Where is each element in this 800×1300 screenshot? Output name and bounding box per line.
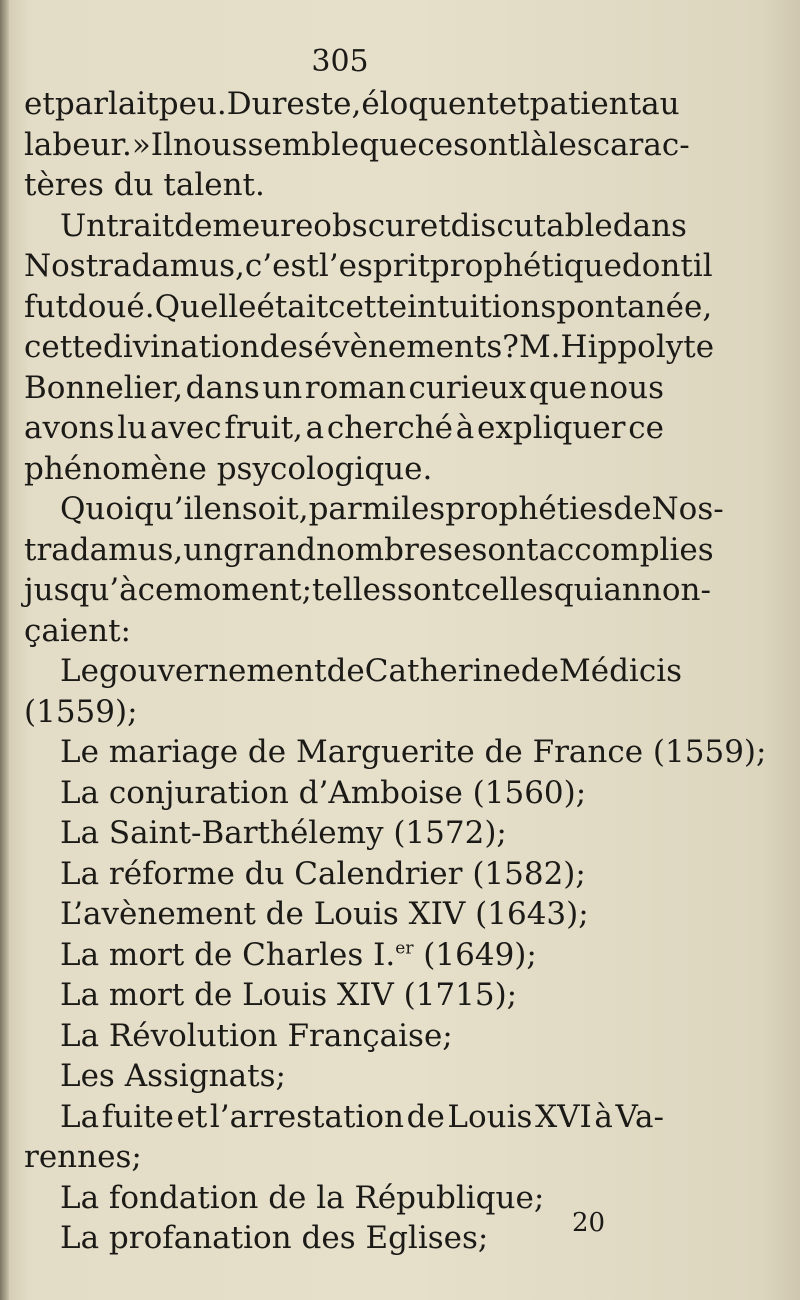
superscript: er bbox=[395, 938, 414, 959]
text-line: La Révolution Française; bbox=[60, 1017, 453, 1054]
text-line: Les Assignats; bbox=[60, 1058, 286, 1094]
text-line: çaient: bbox=[24, 612, 131, 649]
text-line: et parlait peu. Du reste, éloquent et patient au bbox=[24, 86, 680, 122]
page-number: 305 bbox=[311, 44, 369, 79]
text-line: Nostradamus, c’est l’esprit prophétique dont il bbox=[24, 248, 713, 284]
body-text bbox=[24, 84, 767, 1259]
text-line: phénomène psycologique. bbox=[24, 450, 433, 487]
text-line: La mort de Charles I.$^{er}$ (1649); bbox=[60, 936, 537, 973]
text-line: Le gouvernement de Catherine de Médicis bbox=[60, 653, 683, 689]
text-line: La fuite et l’arrestation de Louis XVI à Va- bbox=[60, 1098, 664, 1135]
text-line: cette divination des évènements? M. Hippolyte bbox=[24, 329, 715, 365]
text-line: jusqu’à ce moment; telles sont celles qui annon- bbox=[24, 572, 711, 608]
text-line: La Saint-Barthélemy (1572); bbox=[60, 815, 507, 851]
text-line: La fondation de la République; bbox=[60, 1179, 545, 1216]
text-line: labeur. » Il nous semble que ce sont là les carac- bbox=[24, 126, 690, 163]
text-line: La conjuration d’Amboise (1560); bbox=[60, 774, 587, 811]
text-line: tradamus, un grand nombre se sont accomplies bbox=[24, 531, 714, 568]
text-line: tères du talent. bbox=[24, 167, 265, 203]
page-spine-shadow bbox=[0, 0, 9, 1300]
text-line: L’avènement de Louis XIV (1643); bbox=[60, 896, 589, 932]
text-line: La mort de Louis XIV (1715); bbox=[60, 977, 518, 1013]
text-line: (1559); bbox=[24, 693, 138, 730]
text-line: rennes; bbox=[24, 1139, 142, 1175]
signature-mark: 20 bbox=[572, 1208, 606, 1238]
text-line: La profanation des Eglises; bbox=[60, 1220, 489, 1256]
text-line: La réforme du Calendrier (1582); bbox=[60, 855, 586, 892]
text-line: Le mariage de Marguerite de France (1559); bbox=[60, 734, 767, 770]
text-line: Quoiqu’il en soit, parmi les prophéties de Nos- bbox=[60, 491, 724, 527]
text-line: avons lu avec fruit, a cherché à expliquer ce bbox=[24, 410, 664, 446]
text-line: fut doué. Quelle était cette intuition spontanée, bbox=[24, 288, 713, 325]
text-line: Bonnelier, dans un roman curieux que nous bbox=[24, 369, 664, 406]
text-line: Un trait demeure obscur et discutable dans bbox=[60, 207, 687, 244]
